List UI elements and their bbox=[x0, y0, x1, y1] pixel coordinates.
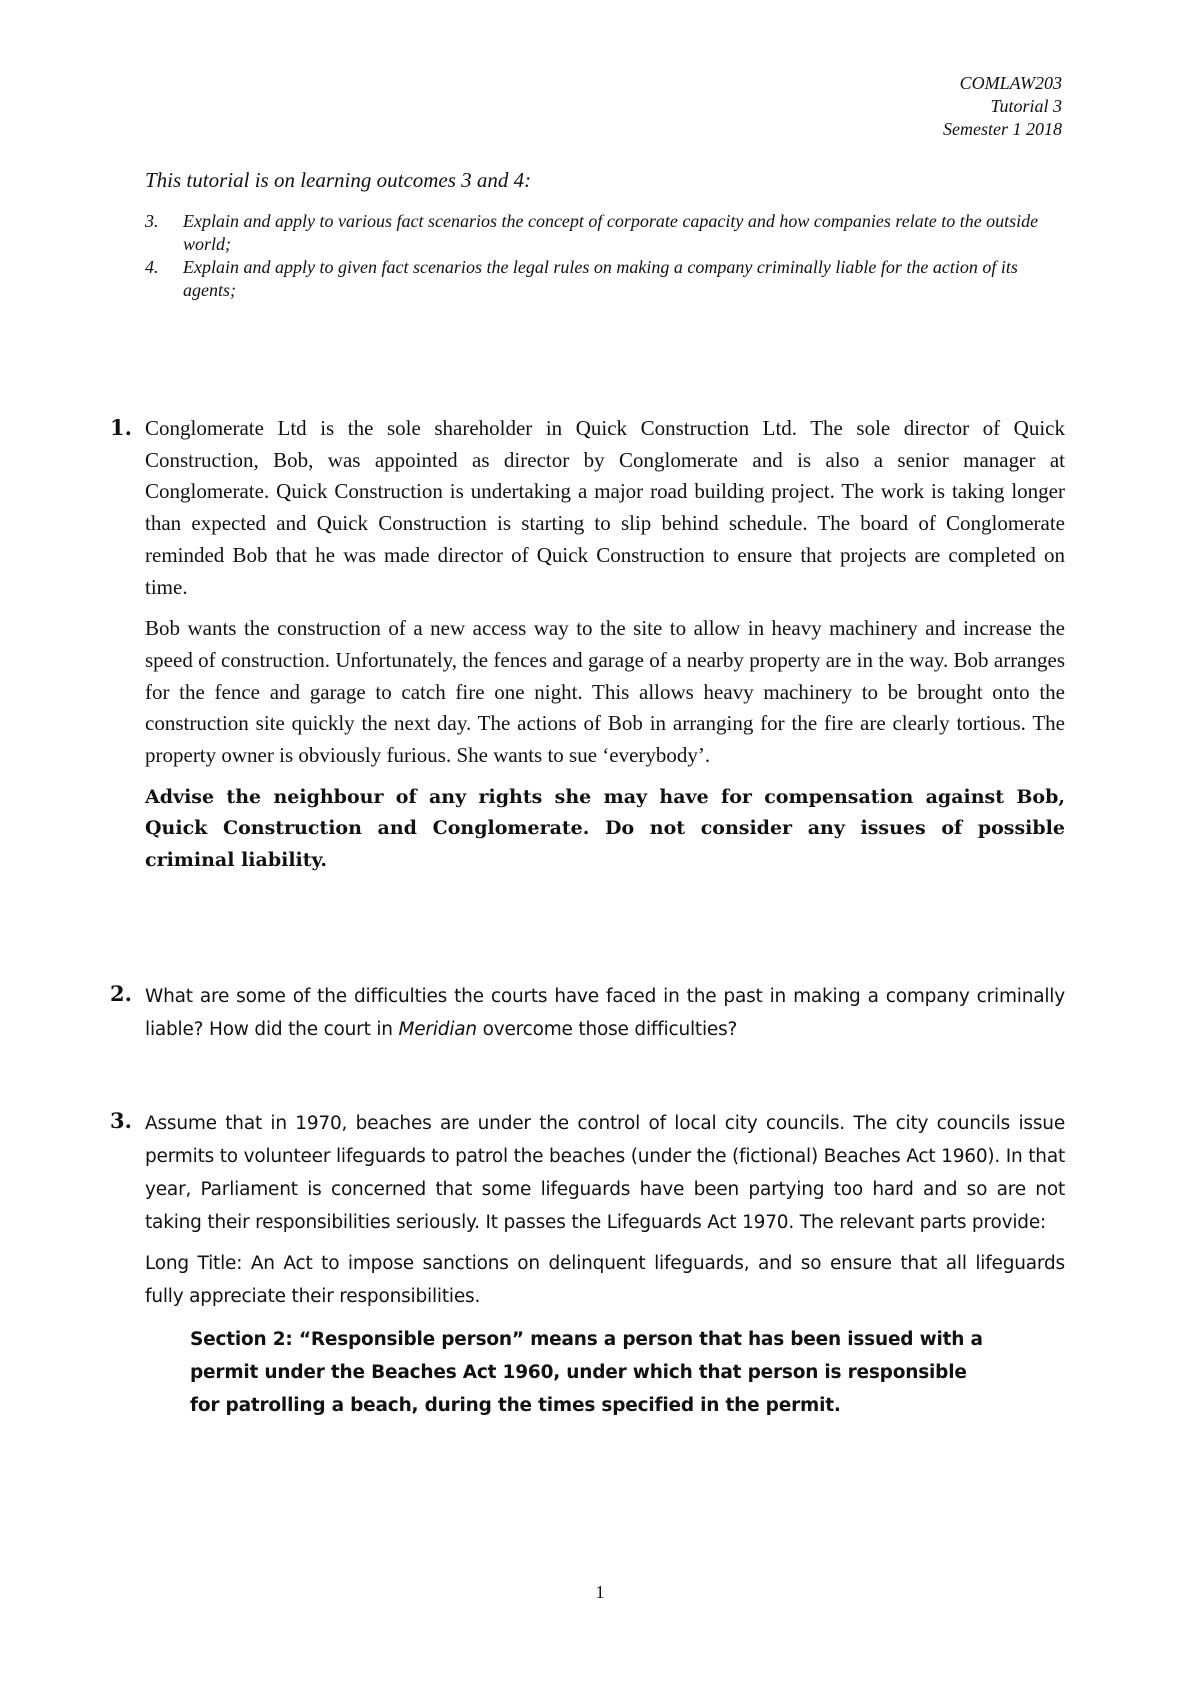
question-number: 2. bbox=[110, 981, 132, 1006]
long-title: Long Title: An Act to impose sanctions on delinquent lifeguards, and so ensure that all lifeguards fully appreciate their responsibilities. bbox=[145, 1253, 1065, 1307]
learning-outcomes-list bbox=[145, 210, 1065, 302]
list-item bbox=[145, 256, 1065, 302]
question-2-text bbox=[145, 980, 1065, 1046]
outcome-text: Explain and apply to various fact scenarios the concept of corporate capacity and how companies relate to the outside world; bbox=[183, 211, 1039, 254]
question-2-text-after: overcome those difficulties? bbox=[476, 1019, 738, 1040]
question-1-paragraph-1: Conglomerate Ltd is the sole shareholder in Quick Construction Ltd. The sole director of Quick Construction, Bob, was appointed as director by Conglomerate and is also a senior manager at Conglomerate. Quick Construction is undertaking a major road building project. The work is taking longer than expected and Quick Construction is starting to slip behind schedule. The board of Conglomerate reminded Bob that he was made director of Quick Construction to ensure that projects are completed on time. bbox=[145, 416, 1065, 599]
section-2-text: Section 2: “Responsible person” means a person that has been issued with a permit under the Beaches Act 1960, under which that person is responsible for patrolling a beach, during the times specified in the permit. bbox=[190, 1329, 983, 1416]
outcome-number: 4. bbox=[145, 257, 159, 277]
tutorial-label: Tutorial 3 bbox=[990, 96, 1062, 116]
semester-label: Semester 1 2018 bbox=[943, 119, 1062, 139]
question-number: 1. bbox=[110, 415, 132, 440]
question-3 bbox=[110, 1107, 1065, 1422]
header-block bbox=[943, 72, 1062, 141]
page-number: 1 bbox=[595, 1582, 605, 1602]
list-item bbox=[145, 210, 1065, 256]
question-number: 3. bbox=[110, 1108, 132, 1133]
question-1 bbox=[110, 413, 1065, 877]
question-2 bbox=[110, 980, 1065, 1046]
outcome-text: Explain and apply to given fact scenarios the legal rules on making a company criminally liable for the action of its agents; bbox=[183, 257, 1018, 300]
question-1-task: Advise the neighbour of any rights she may have for compensation against Bob, Quick Construction and Conglomerate. Do not consider any issues of possible criminal liability. bbox=[145, 785, 1065, 872]
case-name: Meridian bbox=[398, 1019, 477, 1040]
outcome-number: 3. bbox=[145, 211, 159, 231]
intro-text: This tutorial is on learning outcomes 3 and 4: bbox=[145, 168, 532, 192]
question-2-text-before: What are some of the difficulties the courts have faced in the past in making a company criminally liable? How did the court in bbox=[145, 986, 1065, 1040]
course-code: COMLAW203 bbox=[959, 73, 1062, 93]
question-3-paragraph-1: Assume that in 1970, beaches are under the control of local city councils. The city councils issue permits to volunteer lifeguards to patrol the beaches (under the (fictional) Beaches Act 1960). In that year, Parliament is concerned that some lifeguards have been partying too hard and so are not taking their responsibilities seriously. It passes the Lifeguards Act 1970. The relevant parts provide: bbox=[145, 1113, 1066, 1233]
question-1-paragraph-2: Bob wants the construction of a new access way to the site to allow in heavy machinery and increase the speed of construction. Unfortunately, the fences and garage of a nearby property are in the way. Bob arranges for the fence and garage to catch fire one night. This allows heavy machinery to be brought onto the construction site quickly the next day. The actions of Bob in arranging for the fire are clearly tortious. The property owner is obviously furious. She wants to sue ‘everybody’. bbox=[145, 616, 1065, 768]
